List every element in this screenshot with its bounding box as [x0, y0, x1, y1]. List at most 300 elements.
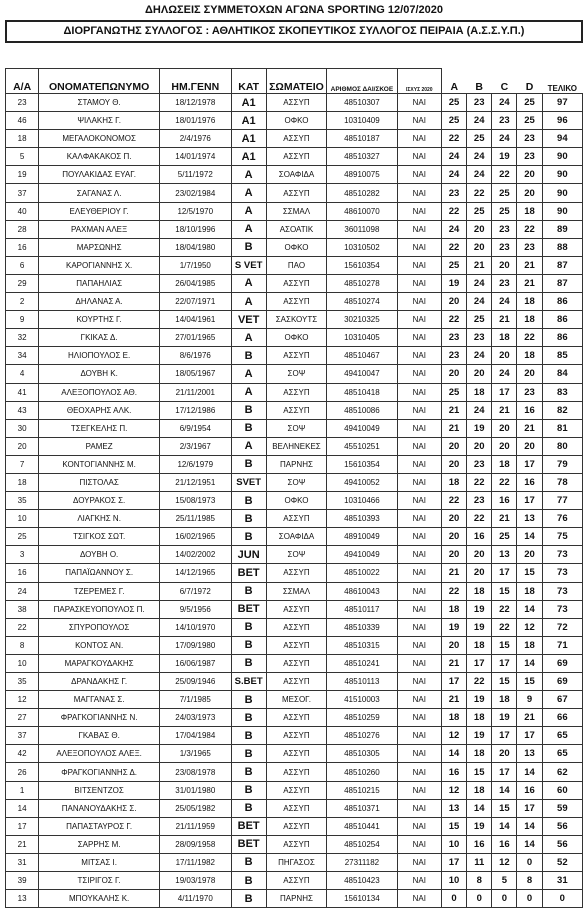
row-aa: 30 — [6, 419, 39, 437]
row-score-d: 21 — [517, 274, 542, 292]
row-paid: ΝΑΙ — [397, 817, 441, 835]
row-score-b: 16 — [467, 835, 492, 853]
row-aa: 2 — [6, 293, 39, 311]
row-name: ΠΑΡΑΣΚΕΥΟΠΟΥΛΟΣ Π. — [39, 600, 160, 618]
row-club: ΠΑΡΝΗΣ — [266, 455, 326, 473]
row-club: ΑΣΣΥΠ — [266, 636, 326, 654]
row-paid: ΝΑΙ — [397, 274, 441, 292]
row-paid: ΝΑΙ — [397, 890, 441, 908]
row-birth: 18/01/1976 — [160, 112, 231, 130]
row-name: ΦΡΑΓΚΟΓΙΑΝΝΗΣ Ν. — [39, 709, 160, 727]
row-name: ΠΟΥΛΑΚΙΔΑΣ ΕΥΑΓ. — [39, 166, 160, 184]
table-row — [6, 148, 583, 166]
row-aa: 38 — [6, 600, 39, 618]
table-row — [6, 853, 583, 871]
row-score-a: 21 — [441, 419, 466, 437]
row-aa: 42 — [6, 745, 39, 763]
row-paid: ΝΑΙ — [397, 709, 441, 727]
row-score-d: 23 — [517, 383, 542, 401]
row-score-c: 14 — [492, 817, 517, 835]
row-aa: 6 — [6, 256, 39, 274]
row-club: ΜΕΣΟΓ. — [266, 691, 326, 709]
row-license: 48510117 — [327, 600, 397, 618]
row-name: ΑΛΕΞΟΠΟΥΛΟΣ ΑΛΕΞ. — [39, 745, 160, 763]
row-score-a: 22 — [441, 238, 466, 256]
row-score-c: 17 — [492, 763, 517, 781]
row-score-c: 17 — [492, 727, 517, 745]
row-club: ΣΣΜΑΛ — [266, 582, 326, 600]
row-aa: 37 — [6, 727, 39, 745]
row-total: 85 — [542, 347, 582, 365]
row-club: ΑΣΣΥΠ — [266, 835, 326, 853]
row-paid: ΝΑΙ — [397, 148, 441, 166]
row-paid: ΝΑΙ — [397, 763, 441, 781]
row-paid: ΝΑΙ — [397, 492, 441, 510]
row-birth: 23/08/1978 — [160, 763, 231, 781]
table-row — [6, 600, 583, 618]
row-paid: ΝΑΙ — [397, 401, 441, 419]
row-score-d: 18 — [517, 311, 542, 329]
row-name: ΜΑΡΑΓΚΟΥΔΑΚΗΣ — [39, 654, 160, 672]
row-aa: 19 — [6, 166, 39, 184]
row-total: 86 — [542, 311, 582, 329]
row-paid: ΝΑΙ — [397, 311, 441, 329]
row-score-d: 20 — [517, 437, 542, 455]
table-row — [6, 817, 583, 835]
row-name: ΓΚΑΒΑΣ Θ. — [39, 727, 160, 745]
row-birth: 15/08/1973 — [160, 492, 231, 510]
row-kat: B — [231, 890, 266, 908]
table-row — [6, 220, 583, 238]
row-score-a: 18 — [441, 473, 466, 491]
row-birth: 31/01/1980 — [160, 781, 231, 799]
row-name: ΒΙΤΣΕΝΤΖΟΣ — [39, 781, 160, 799]
row-score-b: 18 — [467, 745, 492, 763]
row-score-c: 20 — [492, 256, 517, 274]
row-score-d: 14 — [517, 835, 542, 853]
row-score-d: 20 — [517, 166, 542, 184]
row-total: 59 — [542, 799, 582, 817]
row-license: 36011098 — [327, 220, 397, 238]
row-total: 90 — [542, 148, 582, 166]
row-score-a: 24 — [441, 220, 466, 238]
row-score-c: 14 — [492, 781, 517, 799]
row-kat: B — [231, 763, 266, 781]
row-kat: BET — [231, 835, 266, 853]
row-license: 10310466 — [327, 492, 397, 510]
row-total: 73 — [542, 546, 582, 564]
row-birth: 21/11/1959 — [160, 817, 231, 835]
row-score-c: 19 — [492, 709, 517, 727]
row-score-a: 17 — [441, 673, 466, 691]
row-score-a: 14 — [441, 745, 466, 763]
row-aa: 26 — [6, 763, 39, 781]
row-score-c: 16 — [492, 492, 517, 510]
row-total: 86 — [542, 329, 582, 347]
row-total: 65 — [542, 745, 582, 763]
table-row — [6, 546, 583, 564]
row-score-a: 23 — [441, 184, 466, 202]
row-total: 60 — [542, 781, 582, 799]
row-score-a: 21 — [441, 401, 466, 419]
row-score-a: 20 — [441, 365, 466, 383]
row-score-a: 18 — [441, 709, 466, 727]
row-club: ΑΣΣΥΠ — [266, 510, 326, 528]
row-score-d: 21 — [517, 419, 542, 437]
row-score-d: 14 — [517, 528, 542, 546]
organizer-line: ΔΙΟΡΓΑΝΩΤΗΣ ΣΥΛΛΟΓΟΣ : ΑΘΛΗΤΙΚΟΣ ΣΚΟΠΕΥΤΙΚΟΣ ΣΥΛΛΟΓΟΣ ΠΕΙΡΑΙΑ (Α.Σ.Σ.Υ.Π.) — [5, 20, 583, 43]
row-aa: 7 — [6, 455, 39, 473]
row-kat: B — [231, 238, 266, 256]
row-score-d: 13 — [517, 510, 542, 528]
row-score-a: 22 — [441, 311, 466, 329]
row-name: ΠΑΠΑΗΛΙΑΣ — [39, 274, 160, 292]
row-name: ΔΟΥΡΑΚΟΣ Σ. — [39, 492, 160, 510]
row-paid: ΝΑΙ — [397, 220, 441, 238]
col-paid: ΙΣΧΥΣ 2020 — [397, 69, 441, 94]
row-club: ΠΑΟ — [266, 256, 326, 274]
row-name: ΜΑΡΣΩΝΗΣ — [39, 238, 160, 256]
row-birth: 6/9/1954 — [160, 419, 231, 437]
row-aa: 10 — [6, 510, 39, 528]
row-name: ΜΑΓΓΑΝΑΣ Σ. — [39, 691, 160, 709]
row-score-d: 16 — [517, 473, 542, 491]
row-club: ΑΣΣΥΠ — [266, 274, 326, 292]
row-score-b: 19 — [467, 817, 492, 835]
row-kat: A — [231, 329, 266, 347]
row-paid: ΝΑΙ — [397, 528, 441, 546]
row-aa: 20 — [6, 437, 39, 455]
row-score-b: 18 — [467, 383, 492, 401]
table-row — [6, 709, 583, 727]
row-total: 90 — [542, 202, 582, 220]
row-score-c: 21 — [492, 510, 517, 528]
row-score-b: 17 — [467, 654, 492, 672]
row-score-a: 13 — [441, 799, 466, 817]
row-paid: ΝΑΙ — [397, 673, 441, 691]
row-score-d: 0 — [517, 853, 542, 871]
row-score-d: 18 — [517, 582, 542, 600]
row-birth: 25/11/1985 — [160, 510, 231, 528]
row-name: ΜΙΤΣΑΣ Ι. — [39, 853, 160, 871]
row-score-c: 24 — [492, 293, 517, 311]
table-row — [6, 238, 583, 256]
row-aa: 18 — [6, 473, 39, 491]
row-score-b: 20 — [467, 437, 492, 455]
row-score-a: 20 — [441, 510, 466, 528]
row-aa: 17 — [6, 817, 39, 835]
row-kat: BET — [231, 817, 266, 835]
row-score-c: 13 — [492, 546, 517, 564]
row-score-c: 5 — [492, 872, 517, 890]
row-aa: 21 — [6, 835, 39, 853]
row-score-d: 14 — [517, 654, 542, 672]
row-total: 73 — [542, 564, 582, 582]
table-row — [6, 564, 583, 582]
row-birth: 21/11/2001 — [160, 383, 231, 401]
row-name: ΠΑΠΑΪΩΑΝΝΟΥ Σ. — [39, 564, 160, 582]
row-name: ΤΖΕΡΕΜΕΣ Γ. — [39, 582, 160, 600]
row-birth: 21/12/1951 — [160, 473, 231, 491]
row-birth: 5/11/1972 — [160, 166, 231, 184]
row-score-c: 25 — [492, 184, 517, 202]
row-score-a: 20 — [441, 546, 466, 564]
row-club: ΣΟΑΦΙΔΑ — [266, 528, 326, 546]
row-license: 15610134 — [327, 890, 397, 908]
row-paid: ΝΑΙ — [397, 419, 441, 437]
row-birth: 16/06/1987 — [160, 654, 231, 672]
row-score-a: 18 — [441, 600, 466, 618]
row-score-d: 21 — [517, 709, 542, 727]
row-birth: 25/05/1982 — [160, 799, 231, 817]
row-name: ΑΛΕΞΟΠΟΥΛΟΣ ΑΘ. — [39, 383, 160, 401]
row-paid: ΝΑΙ — [397, 94, 441, 112]
row-license: 48510467 — [327, 347, 397, 365]
row-score-d: 18 — [517, 293, 542, 311]
row-birth: 17/12/1986 — [160, 401, 231, 419]
row-score-d: 15 — [517, 673, 542, 691]
row-aa: 43 — [6, 401, 39, 419]
row-license: 48510423 — [327, 872, 397, 890]
row-score-c: 22 — [492, 473, 517, 491]
row-score-b: 16 — [467, 528, 492, 546]
row-birth: 14/01/1974 — [160, 148, 231, 166]
row-name: ΦΡΑΓΚΟΓΙΑΝΝΗΣ Δ. — [39, 763, 160, 781]
row-score-d: 25 — [517, 94, 542, 112]
row-score-c: 20 — [492, 745, 517, 763]
row-birth: 17/04/1984 — [160, 727, 231, 745]
row-score-c: 24 — [492, 94, 517, 112]
row-score-d: 14 — [517, 600, 542, 618]
row-license: 48510305 — [327, 745, 397, 763]
row-club: ΒΕΛΗΝΕΚΕΣ — [266, 437, 326, 455]
table-row — [6, 130, 583, 148]
row-license: 30210325 — [327, 311, 397, 329]
row-kat: B — [231, 654, 266, 672]
row-score-d: 18 — [517, 347, 542, 365]
row-name: ΤΣΕΓΚΕΛΗΣ Π. — [39, 419, 160, 437]
row-score-c: 22 — [492, 600, 517, 618]
row-birth: 27/01/1965 — [160, 329, 231, 347]
row-kat: A1 — [231, 112, 266, 130]
row-score-a: 22 — [441, 492, 466, 510]
row-club: ΑΣΣΥΠ — [266, 184, 326, 202]
row-score-d: 12 — [517, 618, 542, 636]
row-score-d: 20 — [517, 365, 542, 383]
row-score-c: 18 — [492, 691, 517, 709]
row-club: ΑΣΣΥΠ — [266, 401, 326, 419]
row-kat: B — [231, 419, 266, 437]
row-score-c: 24 — [492, 130, 517, 148]
row-birth: 4/11/1970 — [160, 890, 231, 908]
row-name: ΚΑΡΟΓΙΑΝΝΗΣ Χ. — [39, 256, 160, 274]
row-club: ΑΣΣΥΠ — [266, 709, 326, 727]
row-license: 49410049 — [327, 419, 397, 437]
row-score-a: 19 — [441, 274, 466, 292]
row-license: 10310502 — [327, 238, 397, 256]
row-paid: ΝΑΙ — [397, 365, 441, 383]
row-kat: A — [231, 220, 266, 238]
row-total: 73 — [542, 582, 582, 600]
row-score-c: 20 — [492, 347, 517, 365]
row-score-b: 23 — [467, 329, 492, 347]
row-paid: ΝΑΙ — [397, 256, 441, 274]
table-row — [6, 347, 583, 365]
row-kat: B — [231, 799, 266, 817]
row-license: 48610043 — [327, 582, 397, 600]
row-kat: A1 — [231, 148, 266, 166]
row-club: ΠΗΓΑΣΟΣ — [266, 853, 326, 871]
row-birth: 18/12/1978 — [160, 94, 231, 112]
col-kat: ΚΑΤ — [231, 69, 266, 94]
row-aa: 25 — [6, 528, 39, 546]
row-score-b: 19 — [467, 419, 492, 437]
row-name: ΛΙΑΓΚΗΣ Ν. — [39, 510, 160, 528]
row-score-b: 0 — [467, 890, 492, 908]
row-aa: 18 — [6, 130, 39, 148]
row-club: ΑΣΣΥΠ — [266, 383, 326, 401]
row-club: ΑΣΣΥΠ — [266, 600, 326, 618]
row-paid: ΝΑΙ — [397, 872, 441, 890]
row-score-c: 22 — [492, 618, 517, 636]
row-name: ΡΑΜΕΖ — [39, 437, 160, 455]
row-score-c: 15 — [492, 673, 517, 691]
row-paid: ΝΑΙ — [397, 202, 441, 220]
table-row — [6, 673, 583, 691]
table-row — [6, 618, 583, 636]
row-aa: 1 — [6, 781, 39, 799]
row-club: ΣΟΨ — [266, 365, 326, 383]
row-aa: 4 — [6, 365, 39, 383]
row-name: ΚΟΥΡΤΗΣ Γ. — [39, 311, 160, 329]
row-total: 31 — [542, 872, 582, 890]
row-kat: B — [231, 401, 266, 419]
row-club: ΑΣΣΥΠ — [266, 673, 326, 691]
row-total: 96 — [542, 112, 582, 130]
row-club: ΣΣΜΑΛ — [266, 202, 326, 220]
row-club: ΑΣΣΥΠ — [266, 94, 326, 112]
row-license: 15610354 — [327, 256, 397, 274]
row-name: ΨΙΛΑΚΗΣ Γ. — [39, 112, 160, 130]
row-paid: ΝΑΙ — [397, 383, 441, 401]
row-club: ΑΣΣΥΠ — [266, 347, 326, 365]
row-name: ΜΕΓΑΛΟΚΟΝΟΜΟΣ — [39, 130, 160, 148]
row-birth: 8/6/1976 — [160, 347, 231, 365]
row-club: ΣΟΨ — [266, 473, 326, 491]
row-score-d: 23 — [517, 130, 542, 148]
row-total: 67 — [542, 691, 582, 709]
row-license: 48510260 — [327, 763, 397, 781]
row-birth: 28/09/1958 — [160, 835, 231, 853]
row-kat: B — [231, 510, 266, 528]
row-name: ΣΠΥΡΟΠΟΥΛΟΣ — [39, 618, 160, 636]
results-table — [5, 68, 583, 908]
row-score-a: 22 — [441, 582, 466, 600]
row-license: 48510418 — [327, 383, 397, 401]
row-score-b: 25 — [467, 202, 492, 220]
table-row — [6, 202, 583, 220]
row-name: ΔΟΥΒΗ Κ. — [39, 365, 160, 383]
row-paid: ΝΑΙ — [397, 618, 441, 636]
row-total: 83 — [542, 383, 582, 401]
row-kat: B — [231, 347, 266, 365]
row-club: ΑΣΣΥΠ — [266, 130, 326, 148]
row-kat: B — [231, 492, 266, 510]
row-birth: 2/3/1967 — [160, 437, 231, 455]
row-score-b: 20 — [467, 238, 492, 256]
col-birth: ΗΜ.ΓΕΝΝ — [160, 69, 231, 94]
table-row — [6, 890, 583, 908]
row-license: 48510327 — [327, 148, 397, 166]
row-paid: ΝΑΙ — [397, 691, 441, 709]
row-name: ΣΤΑΜΟΥ Θ. — [39, 94, 160, 112]
row-kat: BET — [231, 564, 266, 582]
row-paid: ΝΑΙ — [397, 727, 441, 745]
row-name: ΕΛΕΥΘΕΡΙΟΥ Γ. — [39, 202, 160, 220]
row-score-b: 20 — [467, 564, 492, 582]
row-score-c: 12 — [492, 853, 517, 871]
row-score-a: 22 — [441, 202, 466, 220]
row-score-a: 25 — [441, 256, 466, 274]
row-kat: B — [231, 781, 266, 799]
row-license: 10310405 — [327, 329, 397, 347]
row-club: ΑΣΣΥΠ — [266, 618, 326, 636]
table-row — [6, 473, 583, 491]
row-score-b: 23 — [467, 492, 492, 510]
row-score-d: 8 — [517, 872, 542, 890]
row-score-c: 15 — [492, 636, 517, 654]
row-license: 10310409 — [327, 112, 397, 130]
row-club: ΟΦΚΟ — [266, 238, 326, 256]
row-score-d: 17 — [517, 799, 542, 817]
row-license: 48510371 — [327, 799, 397, 817]
row-paid: ΝΑΙ — [397, 473, 441, 491]
row-score-c: 22 — [492, 166, 517, 184]
row-score-b: 24 — [467, 347, 492, 365]
row-paid: ΝΑΙ — [397, 293, 441, 311]
row-birth: 18/05/1967 — [160, 365, 231, 383]
row-name: ΔΡΑΝΔΑΚΗΣ Γ. — [39, 673, 160, 691]
row-score-c: 25 — [492, 202, 517, 220]
row-birth: 18/10/1996 — [160, 220, 231, 238]
row-total: 75 — [542, 528, 582, 546]
row-birth: 1/3/1965 — [160, 745, 231, 763]
row-score-d: 16 — [517, 781, 542, 799]
table-row — [6, 528, 583, 546]
row-score-b: 18 — [467, 582, 492, 600]
row-name: ΗΛΙΟΠΟΥΛΟΣ Ε. — [39, 347, 160, 365]
row-paid: ΝΑΙ — [397, 835, 441, 853]
table-row — [6, 383, 583, 401]
row-license: 48510187 — [327, 130, 397, 148]
row-paid: ΝΑΙ — [397, 130, 441, 148]
row-score-d: 14 — [517, 763, 542, 781]
row-score-c: 23 — [492, 274, 517, 292]
table-body — [6, 94, 583, 908]
row-score-b: 24 — [467, 166, 492, 184]
table-row — [6, 745, 583, 763]
row-total: 81 — [542, 419, 582, 437]
row-score-d: 20 — [517, 546, 542, 564]
row-score-b: 24 — [467, 401, 492, 419]
row-score-c: 17 — [492, 383, 517, 401]
row-license: 48510274 — [327, 293, 397, 311]
row-license: 48510241 — [327, 654, 397, 672]
row-score-b: 20 — [467, 546, 492, 564]
row-kat: S.BET — [231, 673, 266, 691]
row-score-c: 23 — [492, 220, 517, 238]
table-row — [6, 781, 583, 799]
